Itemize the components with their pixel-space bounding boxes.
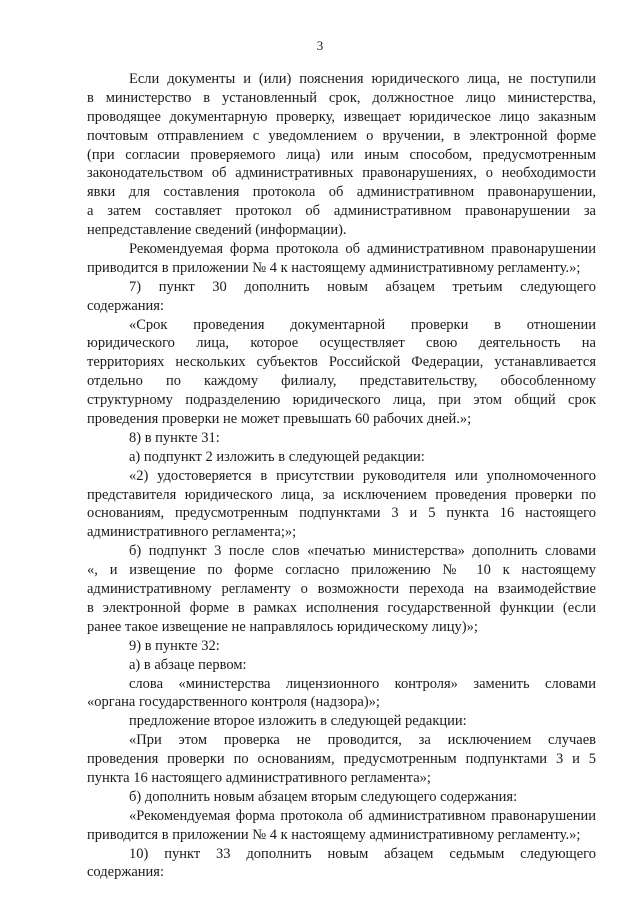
text-line: ранее такое извещение не направлялось юридическому лицу)»; [87, 618, 478, 635]
text-line: 7) пункт 30 дополнить новым абзацем третьим следующего [129, 278, 596, 295]
text-line: проведения проверки по основаниям, предусмотренным подпунктами 3 и 5 [87, 751, 596, 768]
text-line: а) подпункт 2 изложить в следующей редакции: [129, 448, 425, 465]
text-line: в министерство в установленный срок, должностное лицо министерства, [87, 89, 596, 106]
text-line: проведения проверки не может превышать 60 рабочих дней.»; [87, 411, 472, 428]
text-line: структурному подразделению юридического лица, при этом общий срок [87, 392, 596, 409]
text-line: а затем составляет протокол об административном правонарушении за [87, 203, 596, 220]
text-line: проводящее документарную проверку, извещает юридическое лицо заказным [87, 108, 596, 125]
text-line: предложение второе изложить в следующей редакции: [129, 713, 467, 730]
text-line: приводится в приложении № 4 к настоящему административному регламенту.»; [87, 259, 581, 276]
text-line: а) в абзаце первом: [129, 656, 247, 673]
text-line: 8) в пункте 31: [129, 429, 220, 446]
text-line: (при согласии проверяемого лица) или иным способом, предусмотренным [87, 146, 596, 163]
text-line: законодательством об административных правонарушениях, о необходимости [87, 165, 596, 182]
text-line: «, и извещение по форме согласно приложению № 10 к настоящему [87, 562, 596, 579]
text-line: б) дополнить новым абзацем вторым следующего содержания: [129, 788, 518, 805]
text-line: «2) удостоверяется в присутствии руководителя или уполномоченного [129, 467, 596, 484]
text-line: приводится в приложении № 4 к настоящему административному регламенту.»; [87, 826, 581, 843]
text-line: непредставление сведений (информации). [87, 222, 347, 239]
text-line: «Рекомендуемая форма протокола об административном правонарушении [129, 807, 596, 824]
text-line: Рекомендуемая форма протокола об административном правонарушении [129, 241, 596, 258]
text-line: представителя юридического лица, за исключением проведения проверки по [87, 486, 596, 503]
text-line: почтовым отправлением с уведомлением о вручении, в электронной форме [87, 127, 596, 144]
text-line: содержания: [87, 864, 165, 881]
text-line: «Срок проведения документарной проверки в отношении [129, 316, 596, 333]
text-line: территориях нескольких субъектов Российской Федерации, устанавливается [87, 354, 596, 371]
text-line: 10) пункт 33 дополнить новым абзацем седьмым следующего [129, 845, 596, 862]
text-line: слова «министерства лицензионного контроля» заменить словами [129, 675, 596, 692]
text-line: отдельно по каждому филиалу, представительству, обособленному [87, 373, 596, 390]
text-line: явки для составления протокола об административном правонарушении, [87, 184, 596, 201]
text-line: основаниям, предусмотренным подпунктами 3 и 5 пункта 16 настоящего [87, 505, 596, 522]
document-body [87, 70, 596, 882]
text-line: юридического лица, которое осуществляет свою деятельность на [87, 335, 596, 352]
text-line: «органа государственного контроля (надзора)»; [87, 694, 380, 711]
text-line: «При этом проверка не проводится, за исключением случаев [129, 732, 596, 749]
page-number: 3 [316, 38, 324, 53]
text-line: 9) в пункте 32: [129, 637, 220, 654]
text-line: б) подпункт 3 после слов «печатью министерства» дополнить словами [129, 543, 596, 560]
text-line: пункта 16 настоящего административного регламента»; [87, 769, 431, 786]
text-line: содержания: [87, 297, 165, 314]
text-line: административному регламенту о возможности перехода на взаимодействие [87, 581, 596, 598]
text-line: в электронной форме в рамках исполнения государственной функции (если [87, 599, 596, 616]
text-line: административного регламента;»; [87, 524, 297, 541]
text-line: Если документы и (или) пояснения юридического лица, не поступили [129, 71, 596, 87]
